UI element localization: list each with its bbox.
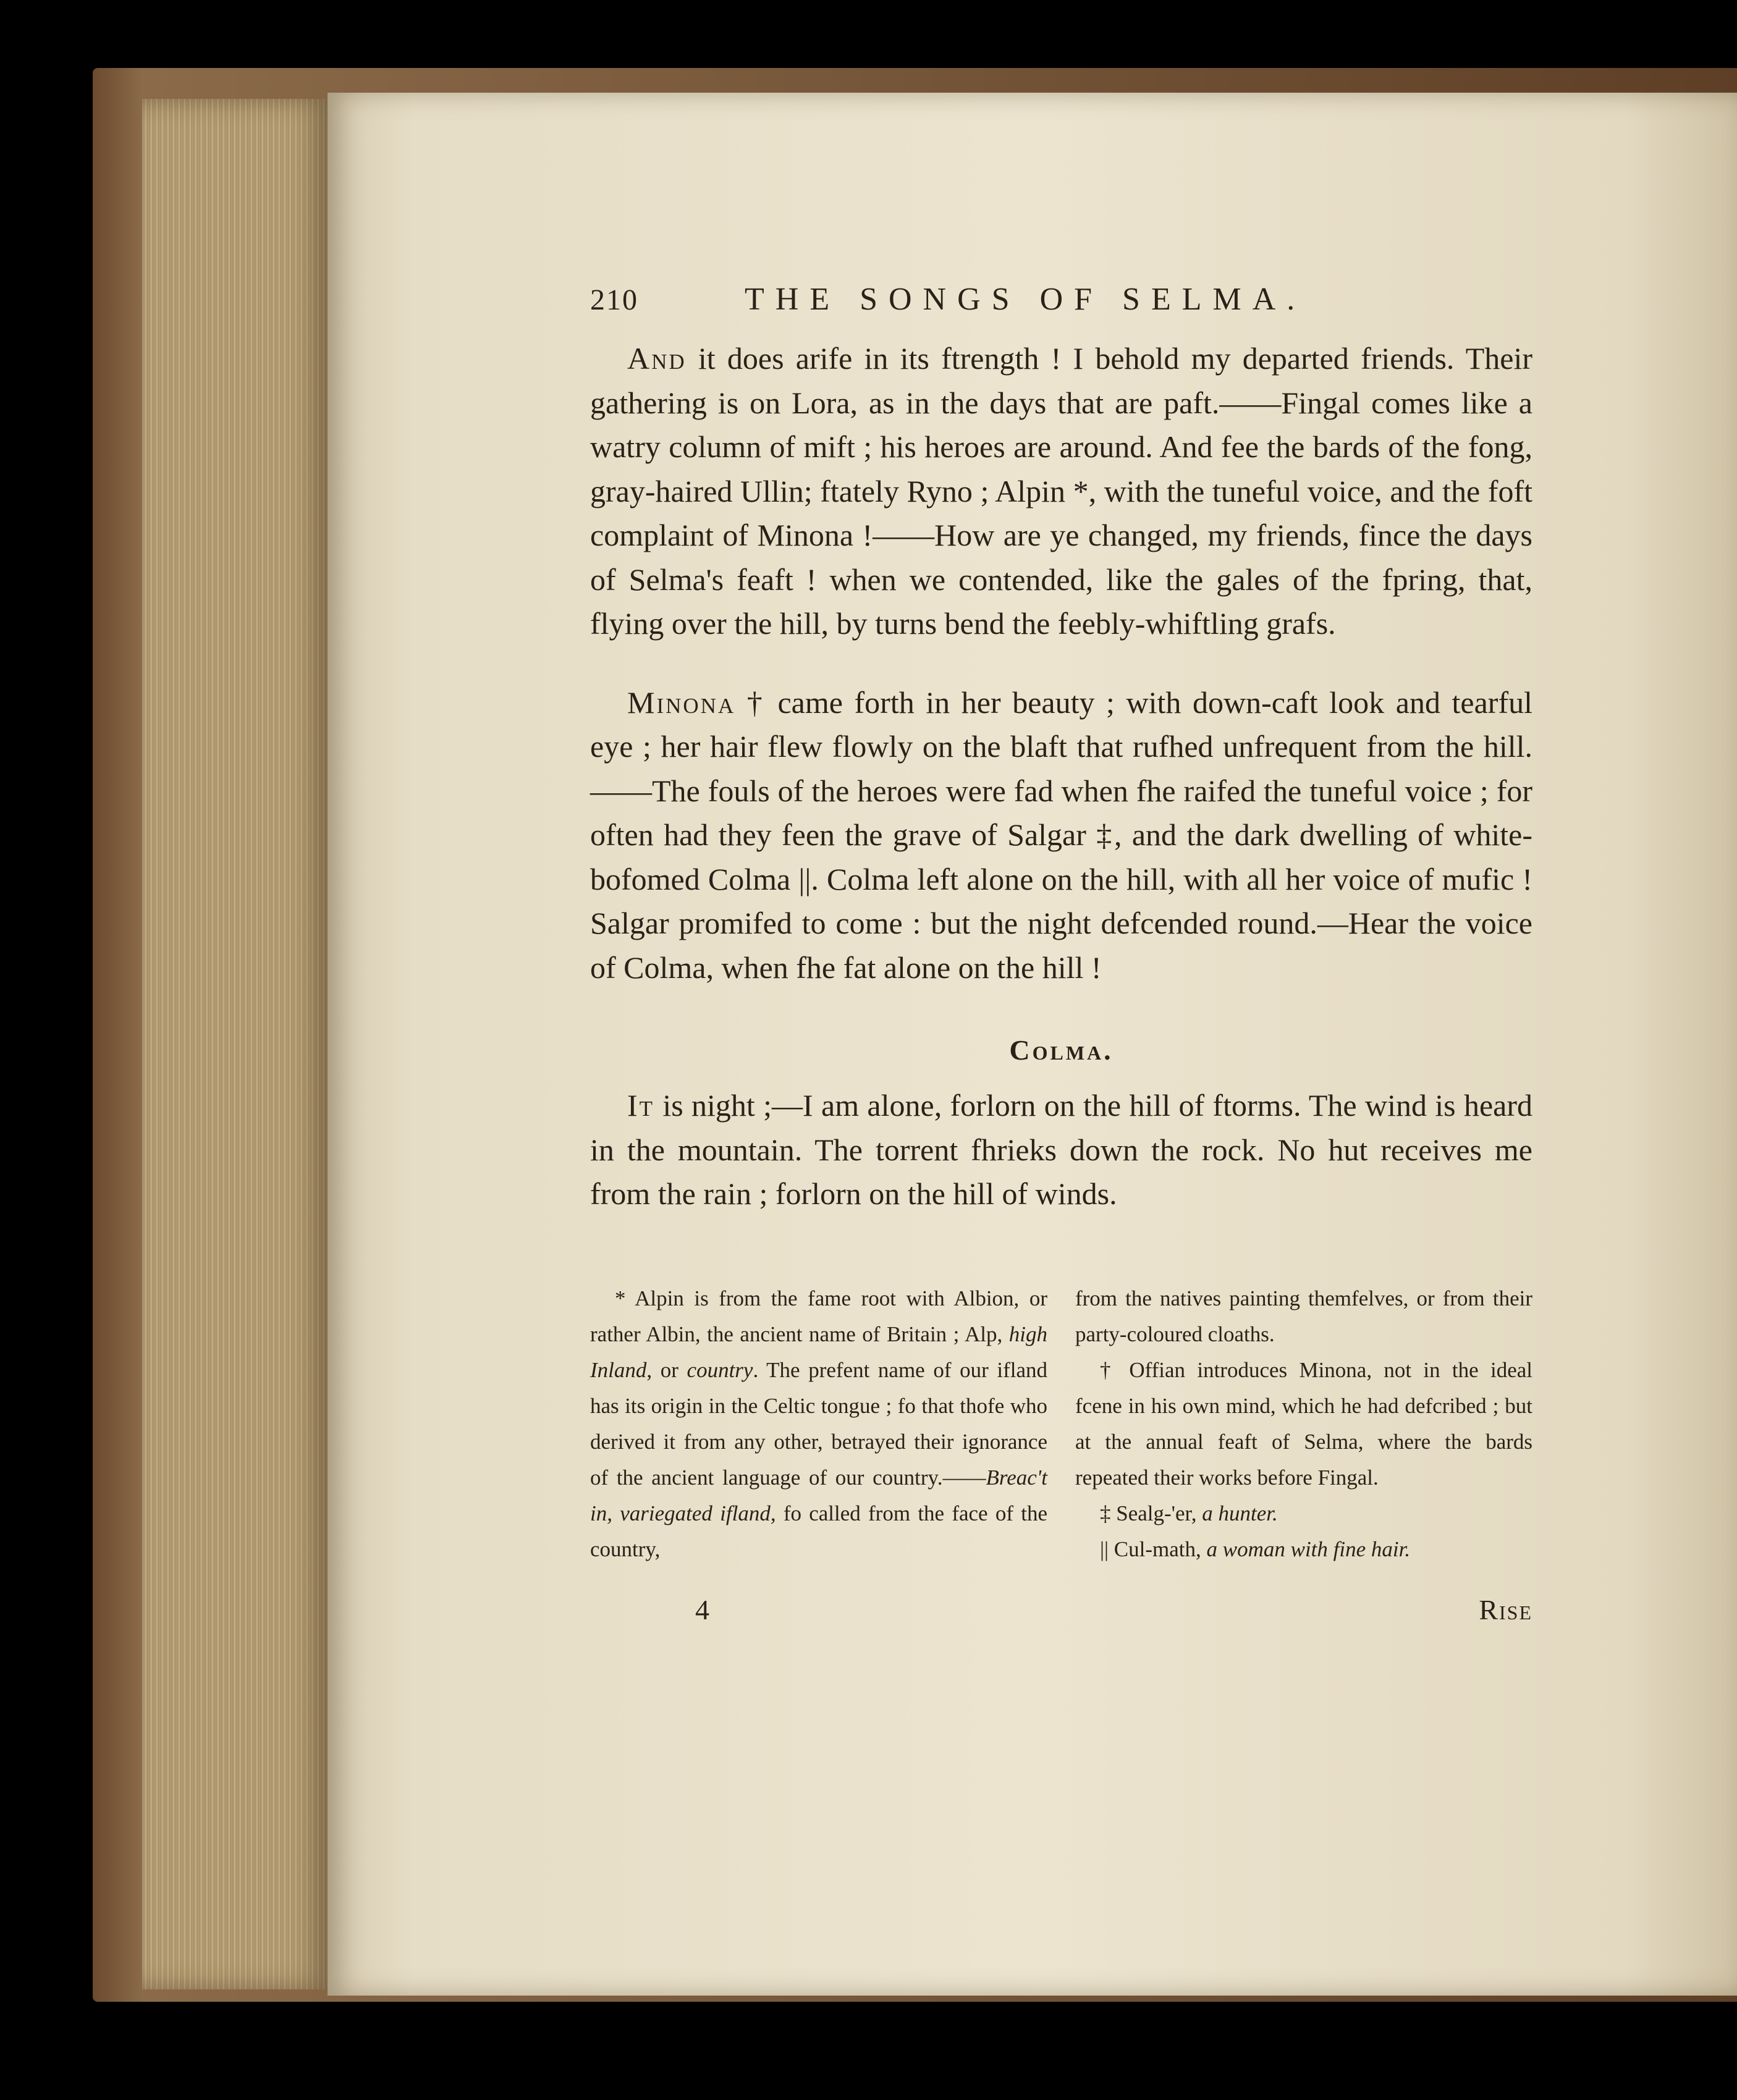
- footnote-alpin-text: * Alpin is from the fame root with Albion, or rather Albin, the ancient name of Britain ; Alp,: [590, 1286, 1047, 1346]
- running-head: [590, 281, 1532, 337]
- page-content: [590, 281, 1532, 1630]
- signature-mark: 4: [695, 1593, 709, 1626]
- page-number: 210: [590, 284, 638, 316]
- paragraph-2-lead: Minona: [627, 685, 736, 720]
- footnote-colma: [1075, 1532, 1532, 1567]
- footnote-salgar-term: ‡ Sealg-'er,: [1100, 1501, 1202, 1525]
- footnotes-left-column: [590, 1281, 1047, 1567]
- footnote-alpin-italic: high Inland: [590, 1322, 1047, 1382]
- footnote-minona: † Offian introduces Minona, not in the ideal fcene in his own mind, which he had defcribed ; but at the annual feaft of Selma, where the bards repeated their works before Fingal.: [1075, 1357, 1532, 1490]
- section-paragraph: [590, 1084, 1532, 1217]
- footnote-alpin-mid: , or: [646, 1357, 687, 1382]
- page-footer: [590, 1593, 1532, 1630]
- footnotes: [590, 1281, 1532, 1567]
- footnote-colma-term: || Cul-math,: [1100, 1537, 1207, 1561]
- catchword: Rise: [1479, 1593, 1532, 1626]
- footnote-alpin: [590, 1281, 1047, 1567]
- paragraph-1-lead: And: [627, 341, 687, 376]
- footnote-salgar-definition: a hunter.: [1202, 1501, 1278, 1525]
- footnote-alpin-continued: from the natives painting themfelves, or from their party-coloured cloaths.: [1075, 1286, 1532, 1346]
- paragraph-2-text: † came forth in her beauty ; with down-caft look and tearful eye ; her hair flew flowly on the blaft that rufhed unfrequent from the hill.——The fouls of the heroes were fad when fhe raifed the tuneful voice ; for often had they feen the grave of Salgar ‡, and the dark dwelling of white-bofomed Colma ||. Colma left alone on the hill, with all her voice of mufic ! Salgar promifed to come : but the night defcended round.—Hear the voice of Colma, when fhe fat alone on the hill !: [590, 685, 1532, 985]
- page-edges: [142, 99, 334, 1989]
- footnote-alpin-italic: country: [687, 1357, 753, 1382]
- footnote-alpin-text-3: fo called from the face of the country,: [590, 1501, 1047, 1561]
- paragraph-1: [590, 337, 1532, 646]
- footnotes-right-column: [1075, 1281, 1532, 1567]
- paragraph-1-text: it does arife in its ftrength ! I behold my departed friends. Their gathering is on Lora, as in the days that are paft.——Fingal comes like a watry column of mift ; his heroes are around. And fee the bards of the fong, gray-haired Ullin; ftately Ryno ; Alpin *, with the tuneful voice, and the foft complaint of Minona !——How are ye changed, my friends, fince the days of Selma's feaft ! when we contended, like the gales of the fpring, that, flying over the hill, by turns bend the feebly-whiftling grafs.: [590, 341, 1532, 641]
- footnote-alpin-text-2: . The prefent name of our ifland has its origin in the Celtic tongue ; fo that thofe who derived it from any other, betrayed their ignorance of the ancient language of our country.——: [590, 1357, 1047, 1490]
- section-paragraph-text: is night ;—I am alone, forlorn on the hill of ftorms. The wind is heard in the mountain. The torrent fhrieks down the rock. No hut receives me from the rain ; forlorn on the hill of winds.: [590, 1088, 1532, 1211]
- footnote-salgar: [1075, 1496, 1532, 1532]
- paragraph-2: [590, 681, 1532, 990]
- footnote-alpin-italic: Breac't in, variegated ifland,: [590, 1465, 1047, 1525]
- section-heading: Colma.: [1009, 1034, 1114, 1066]
- footnote-colma-definition: a woman with fine hair.: [1206, 1537, 1411, 1561]
- running-title: THE SONGS OF SELMA.: [745, 282, 1306, 317]
- section-paragraph-lead: It: [627, 1088, 655, 1123]
